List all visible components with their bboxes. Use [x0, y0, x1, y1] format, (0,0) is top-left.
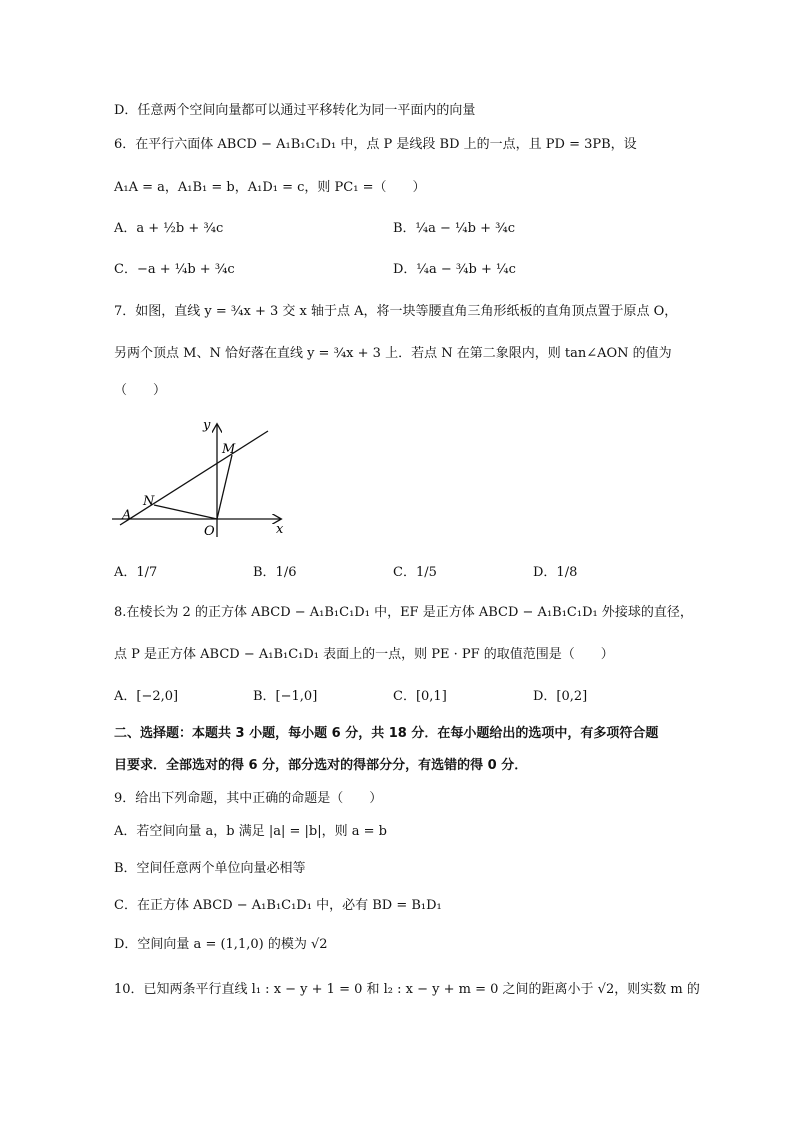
label-n: N	[143, 494, 155, 509]
q6-option-b: B．¼a − ¼b + ¾c	[393, 221, 516, 236]
q7-stem-line-3: （ ）	[114, 383, 167, 398]
q8-option-a: A．[−2,0]	[114, 689, 179, 704]
q9-option-b: B．空间任意两个单位向量必相等	[114, 861, 306, 876]
q7-stem-line-1: 7．如图，直线 y = ¾x + 3 交 x 轴于点 A，将一块等腰直角三角形纸板的直角顶点置于原点 O，	[114, 304, 678, 319]
q6-option-c: C．−a + ¼b + ¾c	[114, 262, 235, 277]
label-a: A	[122, 508, 132, 523]
q5-option-d: D．任意两个空间向量都可以通过平移转化为同一平面内的向量	[114, 103, 476, 118]
line-am	[120, 431, 268, 525]
q8-option-d: D．[0,2]	[533, 689, 588, 704]
q9-stem: 9．给出下列命题，其中正确的命题是（ ）	[114, 791, 383, 806]
q7-option-a: A．1/7	[114, 565, 158, 580]
q6-stem-line-2: A₁A = a，A₁B₁ = b，A₁D₁ = c，则 PC₁ =（ ）	[114, 180, 426, 195]
label-m: M	[222, 442, 236, 457]
q9-option-a: A．若空间向量 a，b 满足 |a| = |b|，则 a = b	[114, 824, 387, 839]
segment-om	[217, 455, 232, 519]
q6-stem-line-1: 6．在平行六面体 ABCD − A₁B₁C₁D₁ 中，点 P 是线段 BD 上的一点，且 PD = 3PB，设	[114, 137, 637, 152]
label-y: y	[203, 418, 211, 433]
q8-option-c: C．[0,1]	[393, 689, 447, 704]
q7-option-b: B．1/6	[253, 565, 297, 580]
q6-option-d: D．¼a − ¾b + ¼c	[393, 262, 516, 277]
segment-on	[154, 505, 217, 519]
label-x: x	[276, 522, 284, 537]
q8-option-b: B．[−1,0]	[253, 689, 318, 704]
q7-option-d: D．1/8	[533, 565, 578, 580]
label-o: O	[204, 524, 215, 539]
q7-figure	[110, 415, 300, 540]
q8-stem-line-1: 8.在棱长为 2 的正方体 ABCD − A₁B₁C₁D₁ 中，EF 是正方体 ABCD − A₁B₁C₁D₁ 外接球的直径，	[114, 605, 693, 620]
q9-option-d: D．空间向量 a = (1,1,0) 的模为 √2	[114, 937, 328, 952]
q7-option-c: C．1/5	[393, 565, 437, 580]
q9-option-c: C．在正方体 ABCD − A₁B₁C₁D₁ 中，必有 BD = B₁D₁	[114, 898, 442, 913]
q8-stem-line-2: 点 P 是正方体 ABCD − A₁B₁C₁D₁ 表面上的一点，则 PE · PF 的取值范围是（ ）	[114, 647, 614, 662]
section-2-heading-line-2: 目要求．全部选对的得 6 分，部分选对的得部分分，有选错的得 0 分．	[114, 758, 528, 773]
q7-stem-line-2: 另两个顶点 M、N 恰好落在直线 y = ¾x + 3 上．若点 N 在第二象限内，则 tan∠AON 的值为	[114, 346, 672, 361]
q6-option-a: A．a + ½b + ¾c	[114, 221, 224, 236]
q10-stem: 10．已知两条平行直线 l₁ : x − y + 1 = 0 和 l₂ : x − y + m = 0 之间的距离小于 √2，则实数 m 的	[114, 982, 700, 997]
section-2-heading-line-1: 二、选择题：本题共 3 小题，每小题 6 分，共 18 分．在每小题给出的选项中，有多项符合题	[114, 726, 659, 741]
